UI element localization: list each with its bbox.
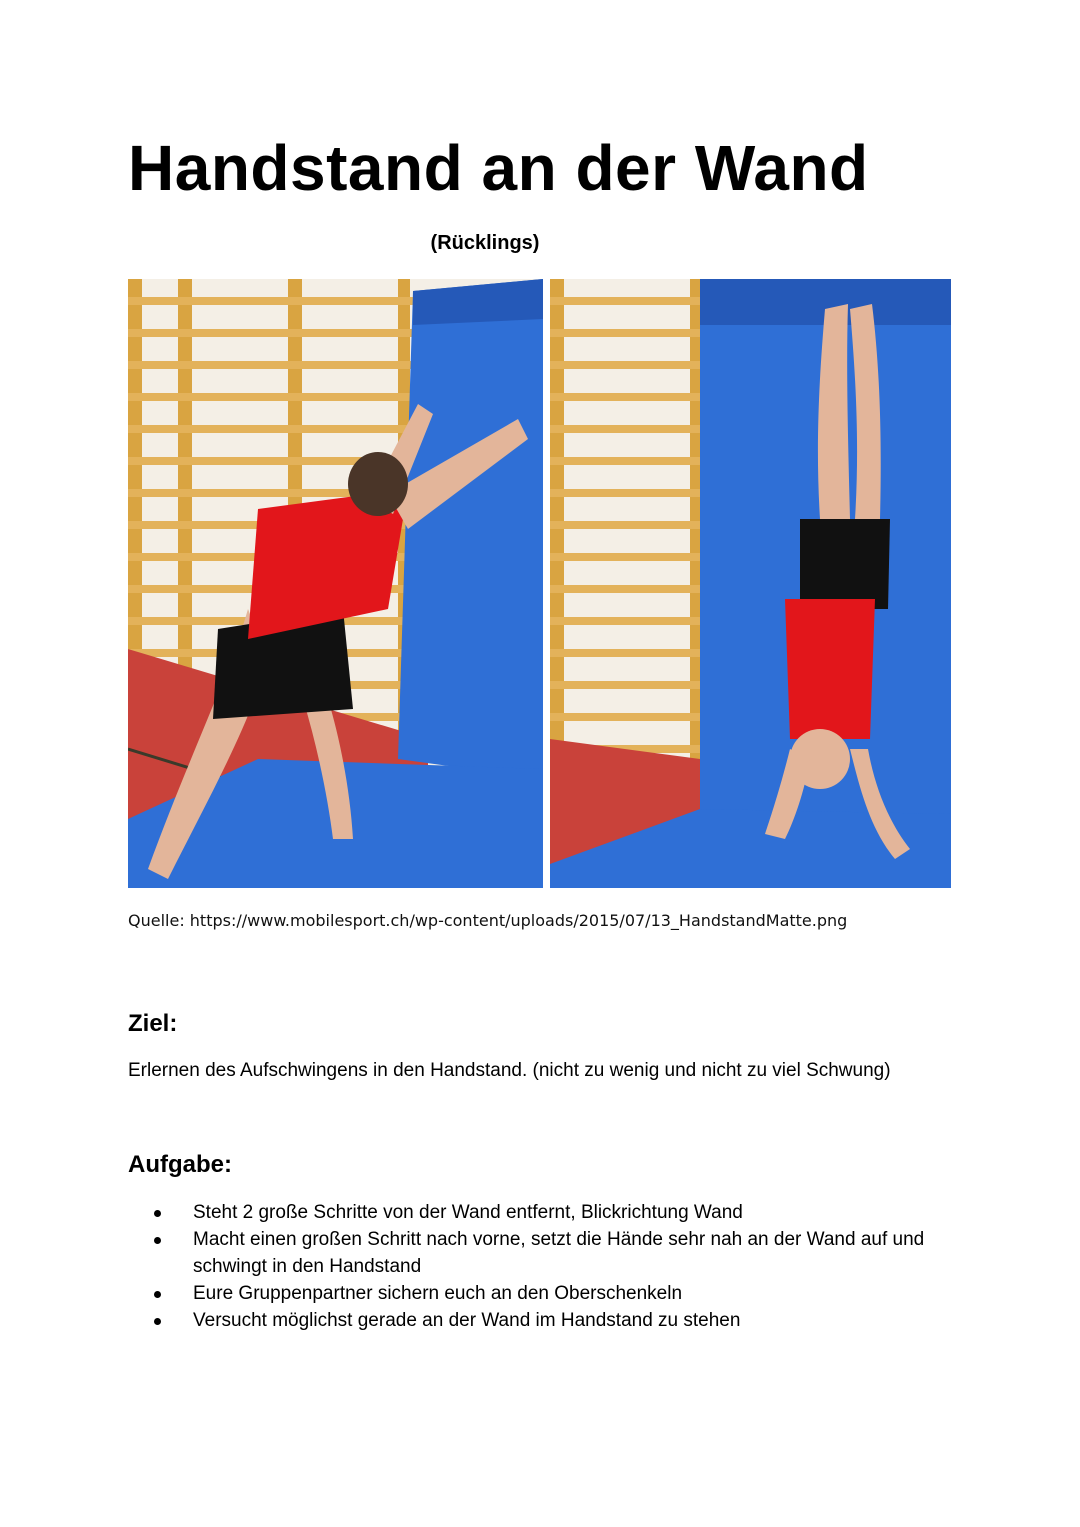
goal-text: Erlernen des Aufschwingens in den Handstand. (nicht zu wenig und nicht zu viel Schwung) <box>128 1060 891 1081</box>
goal-heading: Ziel: <box>128 1010 178 1037</box>
page-subtitle: (Rücklings) <box>430 232 540 254</box>
list-item-text: Eure Gruppenpartner sichern euch an den Oberschenkeln <box>193 1283 683 1304</box>
list-item <box>128 1199 958 1226</box>
bullet-icon <box>154 1318 161 1325</box>
task-list <box>128 1199 958 1334</box>
bullet-icon <box>154 1291 161 1298</box>
bullet-icon <box>154 1210 161 1217</box>
image-source: Quelle: https://www.mobilesport.ch/wp-content/uploads/2015/07/13_HandstandMatte.png <box>128 911 848 930</box>
task-heading: Aufgabe: <box>128 1151 232 1178</box>
bullet-icon <box>154 1237 161 1244</box>
list-item-text: Steht 2 große Schritte von der Wand entfernt, Blickrichtung Wand <box>193 1202 743 1223</box>
page-title: Handstand an der Wand <box>128 132 869 204</box>
photo-swing-up <box>128 279 543 888</box>
list-item <box>128 1307 958 1334</box>
list-item <box>128 1280 958 1307</box>
list-item-text: Versucht möglichst gerade an der Wand im Handstand zu stehen <box>193 1310 741 1331</box>
list-item-text: Macht einen großen Schritt nach vorne, setzt die Hände sehr nah an der Wand auf und schwingt in den Handstand <box>193 1229 925 1277</box>
photo-handstand <box>550 279 951 888</box>
list-item <box>128 1226 958 1280</box>
